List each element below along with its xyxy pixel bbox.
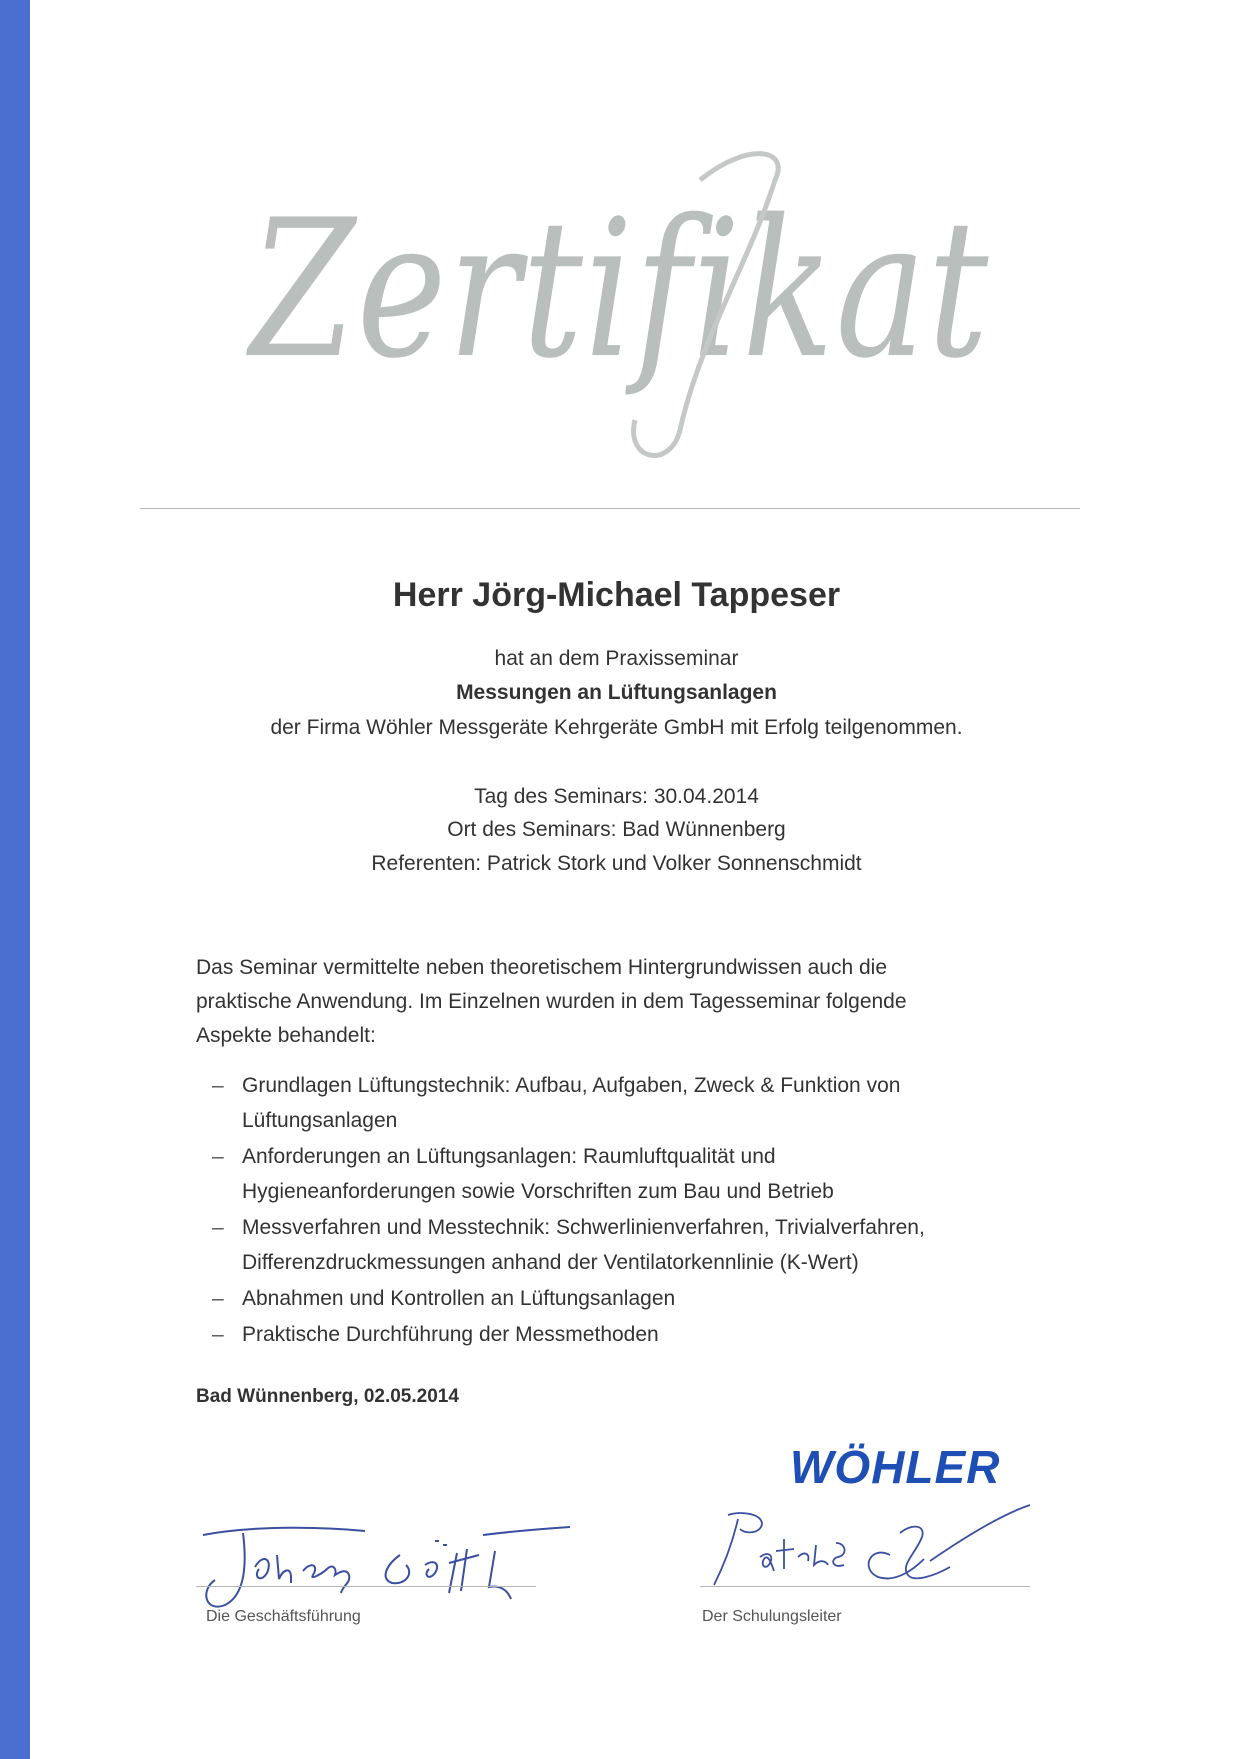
seminar-description (196, 951, 1026, 1053)
list-item (212, 1281, 1032, 1316)
list-item-line: Anforderungen an Lüftungsanlagen: Raumluftqualität und (242, 1145, 776, 1168)
dash-marker: – (212, 1216, 224, 1239)
description-line: praktische Anwendung. Im Einzelnen wurden in dem Tagesseminar folgende (196, 990, 907, 1013)
topics-list (212, 1068, 1032, 1353)
description-line: Aspekte behandelt: (196, 1024, 376, 1047)
signature-right-graphic (700, 1495, 1040, 1605)
intro-line: hat an dem Praxisseminar (494, 647, 739, 670)
place-and-date: Bad Wünnenberg, 02.05.2014 (196, 1386, 459, 1407)
certificate-title (230, 140, 1030, 470)
list-item-line: Hygieneanforderungen sowie Vorschriften zum Bau und Betrieb (242, 1180, 834, 1203)
signature-left-line (196, 1586, 536, 1587)
list-item-line: Lüftungsanlagen (242, 1109, 398, 1132)
list-item (212, 1139, 1032, 1209)
signature-left-caption: Die Geschäftsführung (206, 1608, 361, 1625)
company-line: der Firma Wöhler Messgeräte Kehrgeräte GmbH mit Erfolg teilgenommen. (270, 716, 963, 739)
recipient-name: Herr Jörg-Michael Tappeser (392, 576, 841, 614)
list-item-line: Abnahmen und Kontrollen an Lüftungsanlagen (242, 1287, 676, 1310)
dash-marker: – (212, 1074, 224, 1097)
title-script-graphic (230, 140, 1030, 470)
dash-marker: – (212, 1323, 224, 1346)
signature-right-line (700, 1586, 1030, 1587)
list-item (212, 1317, 1032, 1352)
description-line: Das Seminar vermittelte neben theoretischem Hintergrundwissen auch die (196, 956, 888, 979)
signature-right-caption: Der Schulungsleiter (702, 1608, 842, 1625)
list-item (212, 1068, 1032, 1138)
title-script-text: Zertifikat (246, 179, 991, 400)
seminar-date: Tag des Seminars: 30.04.2014 (474, 785, 759, 808)
seminar-title: Messungen an Lüftungsanlagen (456, 681, 777, 704)
seminar-location: Ort des Seminars: Bad Wünnenberg (447, 818, 786, 841)
signature-left-graphic (195, 1505, 575, 1620)
dash-marker: – (212, 1287, 224, 1310)
list-item-line: Praktische Durchführung der Messmethoden (242, 1323, 659, 1346)
seminar-speakers: Referenten: Patrick Stork und Volker Sonnenschmidt (371, 852, 862, 875)
woehler-logo: WÖHLER (790, 1441, 1001, 1493)
list-item-line: Differenzdruckmessungen anhand der Ventilatorkennlinie (K-Wert) (242, 1251, 859, 1274)
list-item-line: Messverfahren und Messtechnik: Schwerlinienverfahren, Trivialverfahren, (242, 1216, 925, 1239)
left-border-stripe (0, 0, 30, 1759)
list-item-line: Grundlagen Lüftungstechnik: Aufbau, Aufgaben, Zweck & Funktion von (242, 1074, 901, 1097)
dash-marker: – (212, 1145, 224, 1168)
title-divider (140, 508, 1080, 509)
list-item (212, 1210, 1032, 1280)
